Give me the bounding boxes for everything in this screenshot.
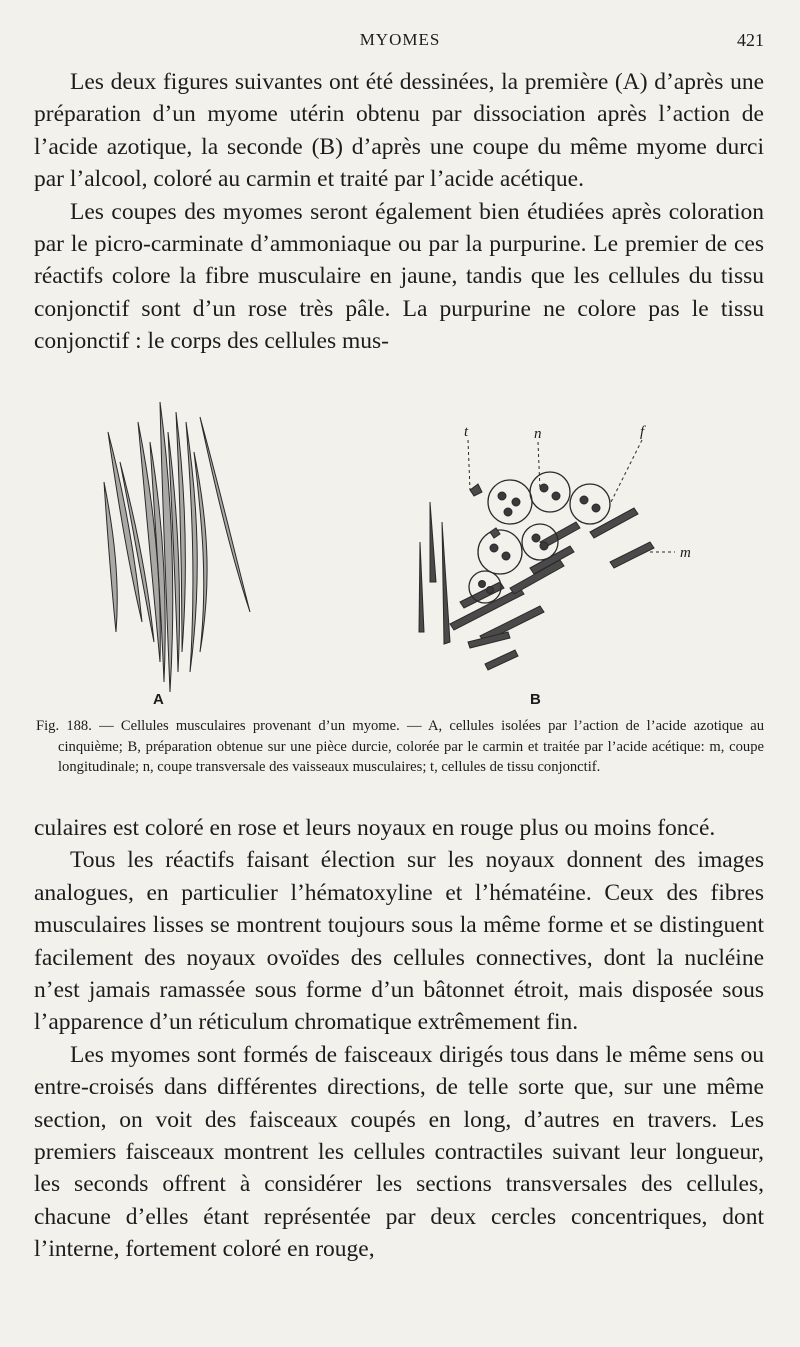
figure-a-drawing [104,402,250,692]
body-text-top [34,66,764,358]
figure-b-drawing [419,440,675,670]
paragraph: Les myomes sont formés de faisceaux dirigés tous dans le même sens ou entre-croisés dans différentes directions, de telle sorte que, sur une même section, on voit des faisceaux coupés en long, d’autres en travers. Les premiers faisceaux montrent les cellules contractiles suivant leur longueur, les seconds offrent à considérer les sections transversales des cellules, chacune d’elles étant représentée par deux cercles concentriques, dont l’interne, fortement coloré en rouge, [34,1041,764,1263]
figure-letter-t: t [464,424,469,440]
figure-caption [36,716,764,778]
figure-letter-m: m [680,545,691,561]
paragraph: Les deux figures suivantes ont été dessinées, la première (A) d’après une préparation d’un myome utérin obtenu par dissociation après l’action de l’acide azotique, la seconde (B) d’après une coupe du même myome durci par l’alcool, coloré au carmin et traité par l’acide acétique. [34,69,764,193]
running-title: MYOMES [359,30,441,49]
page-header [36,30,764,54]
paragraph: Les coupes des myomes seront également bien étudiées après coloration par le picro-carminate d’ammoniaque ou par la purpurine. Le premier de ces réactifs colore la fibre musculaire en jaune, tandis que les cellules du tissu conjonctif sont d’un rose très pâle. La purpurine ne colore pas le tissu conjonctif : le corps des cellules mus- [34,198,764,355]
paragraph: Tous les réactifs faisant élection sur les noyaux donnent des images analogues, en particulier l’hématoxyline et l’hématéine. Ceux des fibres musculaires lisses se montrent toujours sous la même forme et se distinguent facilement des noyaux ovoïdes des cellules connectives, dont la nucléine n’est jamais ramassée sous forme d’un bâtonnet étroit, mais disposée sous l’apparence d’un réticulum chromatique extrêmement fin. [34,847,764,1036]
figure-letter-n: n [534,426,542,442]
figure-caption-text: Fig. 188. — Cellules musculaires provenant d’un myome. — A, cellules isolées par l’action de l’acide azotique au cinquième; B, préparation obtenue sur une pièce durcie, colorée par le carmin et traitée par l’acide acétique: m, coupe longitudinale; n, coupe transversale des vaisseaux musculaires; t, cellules de tissu conjonctif. [36,718,764,775]
figure-illustration [90,392,750,712]
figure-a-label: A [153,691,164,708]
page-number: 421 [737,30,764,50]
figure-b-label: B [530,691,541,708]
figure-188 [90,392,750,712]
paragraph: culaires est coloré en rose et leurs noyaux en rouge plus ou moins foncé. [34,815,716,841]
figure-letter-f: f [640,424,645,440]
body-text-bottom [34,812,764,1266]
